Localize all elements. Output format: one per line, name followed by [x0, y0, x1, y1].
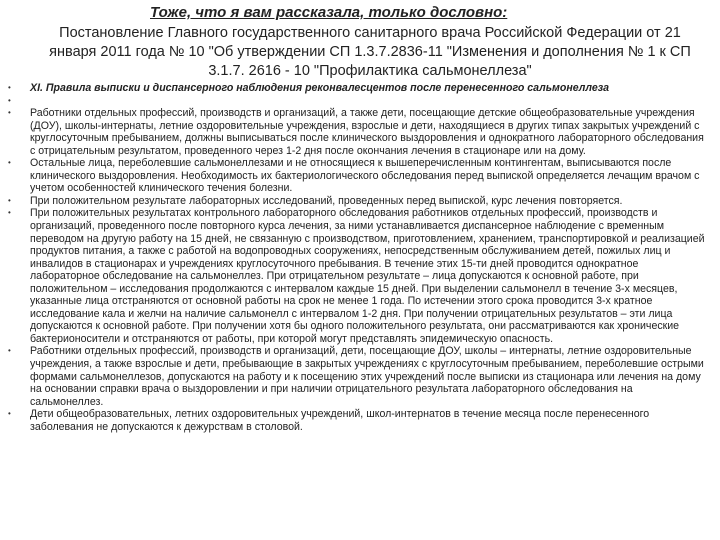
paragraph: Остальные лица, переболевшие сальмонеллезами и не относящиеся к вышеперечисленным контингентам, выписываются после клинического выздоровления. Необходимость их бактериологического обследования перед выпиской определяется лечащим врачом с учетом особенностей клинического течения болезни.: [30, 157, 700, 195]
list-item: [8, 107, 708, 157]
empty-paragraph: [30, 95, 708, 108]
list-item: [8, 408, 708, 433]
list-item: [8, 207, 708, 345]
bullet-icon: •: [8, 158, 11, 168]
bullet-icon: •: [8, 195, 11, 205]
bullet-icon: •: [8, 83, 11, 92]
paragraph: Работники отдельных профессий, производств и организаций, а также дети, посещающие детские общеобразовательные учреждения (ДОУ), школы-интернаты, летние оздоровительные учреждения, взрослые и дети, находящиеся в других типах закрытых учреждений с круглосуточным пребыванием, должны выписываться после клинического выздоровления и однократного лабораторного обследования с отрицательным результатом, проведенного через 1-2 дня после окончания лечения в стационаре или на дому.: [30, 107, 704, 157]
paragraph: При положительном результате лабораторных исследований, проведенных перед выпиской, курс лечения повторяется.: [30, 194, 623, 207]
paragraph: При положительных результатах контрольного лабораторного обследования работников отдельных профессий, производств и организаций, проведенного после повторного курса лечения, за ними устанавливается диспансерное наблюдение с временным переводом на другую работу на 15 дней, не связанную с производством, приготовлением, хранением, транспортировкой и реализацией продуктов питания, а также с работой на водопроводных сооружениях, непосредственным обслуживанием детей, пожилых лиц и инвалидов в стационарах и учреждениях круглосуточного пребывания. В течение этих 15-ти дней проводится однократное лабораторное обследование на сальмонеллез. При отрицательном результате – лица допускаются к основной работе, при положительном – исследования продолжаются с интервалом каждые 15 дней. При выделении сальмонелл в течение 3-х месяцев, указанные лица отстраняются от основной работы на срок не менее 1 года. По истечении этого срока проводится 3-х кратное исследование кала и желчи на наличие сальмонелл с интервалом 1-2 дня. При получении отрицательных результатов – эти лица допускаются к основной работе. При получении хотя бы одного положительного результата, они рассматриваются как хронические бактерионосители и отстраняются от работы, при которой могут представлять эпидемическую опасность.: [30, 207, 705, 345]
list-item-heading: [8, 82, 708, 95]
list-item: [8, 195, 708, 208]
section-heading: XI. Правила выписки и диспансерного наблюдения реконвалесцентов после перенесенного сальмонеллеза: [30, 82, 610, 94]
bullet-icon: •: [8, 95, 11, 105]
paragraph: Работники отдельных профессий, производств и организаций, дети, посещающие ДОУ, школы – интернаты, летние оздоровительные учреждения, а также взрослые и дети, пребывающие в закрытых учреждениях с круглосуточным пребыванием, переболевшие острыми формами сальмонеллезов, допускаются на работу и к посещению этих учреждений после выписки из стационара или лечения на дому на основании справки врача о выздоровлении и при наличии отрицательного результата лабораторного обследования на сальмонеллез.: [30, 345, 704, 408]
top-note: Тоже, что я вам рассказала, только дословно:: [150, 4, 508, 21]
bullet-icon: •: [8, 208, 11, 218]
bullet-icon: •: [8, 346, 11, 356]
list-item: [8, 157, 708, 195]
paragraph: Дети общеобразовательных, летних оздоровительных учреждений, школ-интернатов в течение месяца после перенесенного заболевания не допускаются к дежурствам в столовой.: [30, 408, 650, 433]
bullet-icon: •: [8, 409, 11, 419]
document-title: Постановление Главного государственного санитарного врача Российской Федерации от 21 января 2011 года № 10 "Об утверждении СП 1.3.7.2836-11 "Изменения и дополнения № 1 к СП 3.1.7. 2616 - 10 "Профилактика сальмонеллеза": [49, 25, 691, 79]
document-body: [8, 82, 708, 433]
list-item: [8, 345, 708, 408]
bullet-icon: •: [8, 108, 11, 118]
list-item-empty: [8, 95, 708, 108]
